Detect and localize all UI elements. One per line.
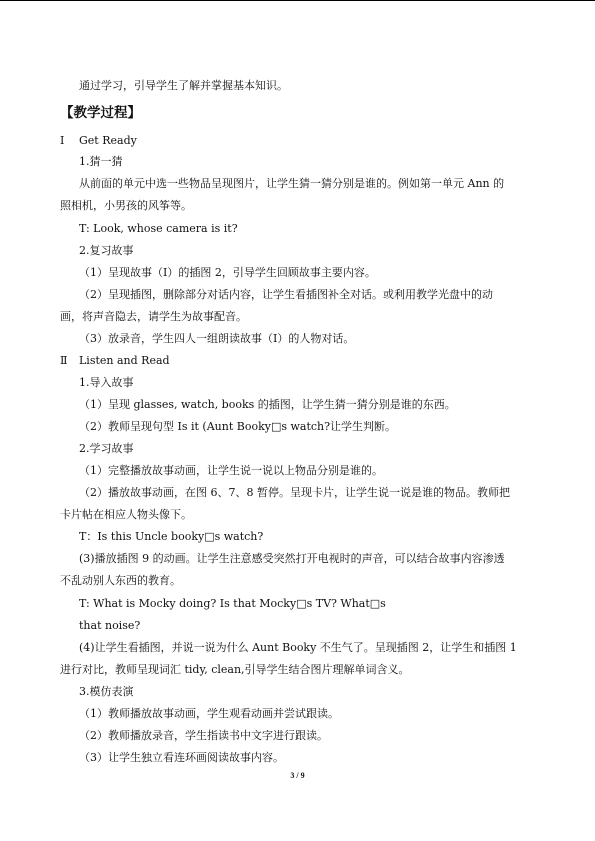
text-line: （3）让学生独立看连环画阅读故事内容。 <box>79 751 284 764</box>
section-heading: 【教学过程】 <box>60 105 141 121</box>
text-line: 2.学习故事 <box>79 442 134 455</box>
text-line: T: Look, whose camera is it? <box>79 222 238 235</box>
text-line: 进行对比，教师呈现词汇 tidy, clean,引导学生结合图片理解单词含义。 <box>60 663 410 676</box>
text-line: 1.猜一猜 <box>79 155 123 168</box>
text-line: （1）教师播放故事动画，学生观看动画并尝试跟读。 <box>79 707 339 720</box>
text-line: 从前面的单元中选一些物品呈现图片，让学生猜一猜分别是谁的。例如第一单元 Ann 的 <box>79 177 505 190</box>
text-line: （1）呈现 glasses, watch, books 的插图，让学生猜一猜分别是谁的东西。 <box>79 398 456 411</box>
top-rule <box>0 0 595 1</box>
section-numeral: Ⅱ <box>60 354 68 367</box>
section-numeral: Ⅰ <box>60 134 65 147</box>
text-line: 1.导入故事 <box>79 376 134 389</box>
text-line: （2）教师呈现句型 Is it (Aunt Booky□s watch?让学生判断。 <box>79 420 397 433</box>
text-line: 通过学习，引导学生了解并掌握基本知识。 <box>79 79 288 92</box>
text-line: （1）完整播放故事动画，让学生说一说以上物品分别是谁的。 <box>79 464 383 477</box>
text-line: （2）呈现插图，删除部分对话内容，让学生看插图补全对话。或利用教学光盘中的动 <box>79 288 493 301</box>
text-line: (4)让学生看插图，并说一说为什么 Aunt Booky 不生气了。呈现插图 2，让学生和插图 1 <box>79 641 517 654</box>
section-title: Listen and Read <box>79 354 170 367</box>
text-line: 画，将声音隐去，请学生为故事配音。 <box>60 310 247 323</box>
text-line: （2）教师播放录音，学生指读书中文字进行跟读。 <box>79 729 328 742</box>
text-line: 照相机，小男孩的风筝等。 <box>60 199 192 212</box>
text-line: 不乱动别人东西的教育。 <box>60 574 181 587</box>
text-line: 3.模仿表演 <box>79 685 134 698</box>
text-line: （1）呈现故事（I）的插图 2，引导学生回顾故事主要内容。 <box>79 266 376 279</box>
page-number: 3 / 9 <box>290 771 305 780</box>
text-line: （2）播放故事动画，在图 6、7、8 暂停。呈现卡片，让学生说一说是谁的物品。教师把 <box>79 486 510 499</box>
text-line: （3）放录音，学生四人一组朗读故事（I）的人物对话。 <box>79 332 355 345</box>
text-line: 2.复习故事 <box>79 244 134 257</box>
section-title: Get Ready <box>79 134 137 147</box>
text-line: T：Is this Uncle booky□s watch? <box>79 530 264 543</box>
text-line: (3)播放插图 9 的动画。让学生注意感受突然打开电视时的声音，可以结合故事内容渗透 <box>79 552 505 565</box>
text-line: that noise? <box>79 619 141 632</box>
text-line: T: What is Mocky doing? Is that Mocky□s TV? What□s <box>79 597 386 610</box>
text-line: 卡片帖在相应人物头像下。 <box>60 508 192 521</box>
